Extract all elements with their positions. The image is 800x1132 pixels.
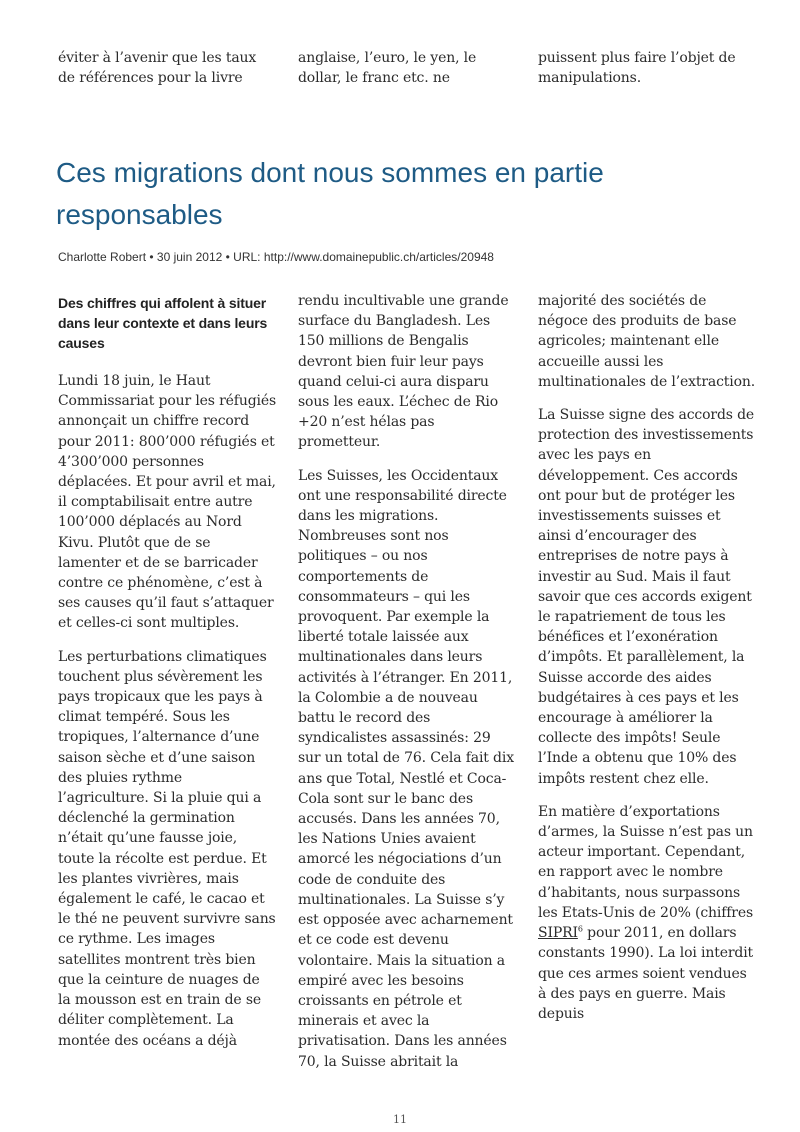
paragraph: rendu incultivable une grande surface du Bangladesh. Les 150 millions de Bengalis devront bien fuir leur pays quand celui-ci aura disparu sous les eaux. L’échec de Rio +20 n’est hélas pas prometteur.	[298, 293, 509, 451]
prev-article-fragment-col2	[298, 48, 516, 101]
article-subheading: Des chiffres qui affolent à situer dans leur contexte et dans leurs causes	[58, 295, 268, 351]
fragment-paragraph: anglaise, l’euro, le yen, le dollar, le franc etc. ne	[298, 50, 477, 87]
paragraph: Les Suisses, les Occidentaux ont une responsabilité directe dans les migrations. Nombreuses sont nos politiques – ou nos comportements de consommateurs – qui les provoquent. Par exemple la liberté totale laissée aux multinationales dans leurs activités à l’étranger. En 2011, la Colombie a de nouveau battu le record des syndicalistes assassinés: 29 sur un total de 76. Cela fait dix ans que Total, Nestlé et Coca-Cola sont sur le banc des accusés. Dans les années 70, les Nations Unies avaient amorcé les négociations d’un code de conduite des multinationales. La Suisse s’y est opposée avec acharnement et ce code est devenu volontaire. Mais la situation a empiré avec les besoins croissants en pétrole et minerais et avec la privatisation. Dans les années 70, la Suisse abritait la	[298, 467, 514, 1070]
fragment-paragraph: éviter à l’avenir que les taux de références pour la livre	[58, 50, 257, 87]
article-title: Ces migrations dont nous sommes en partie responsables	[56, 157, 604, 230]
article-column-2	[298, 291, 516, 1085]
article-column-1	[58, 291, 276, 1064]
paragraph: La Suisse signe des accords de protection des investissements avec les pays en développement. Ces accords ont pour but de protéger les investissements suisses et ainsi d’encourager des entreprises de notre pays à investir au Sud. Mais il faut savoir que ces accords exigent le rapatriement de tous les bénéfices et l’exonération d’impôts. Et parallèlement, la Suisse accorde des aides budgétaires à ces pays et les encourage à améliorer la collecte des impôts! Seule l’Inde a obtenu que 10% des impôts restent chez elle.	[538, 407, 755, 787]
paragraph-with-link	[538, 802, 756, 1024]
page-number: 11	[393, 1113, 407, 1126]
sipri-link[interactable]: SIPRI	[538, 925, 578, 942]
paragraph: majorité des sociétés de négoce des produits de base agricoles; maintenant elle accueille aussi les multinationales de l’extraction.	[538, 293, 756, 390]
prev-article-fragment-col1	[58, 48, 276, 101]
text-run: pour 2011, en dollars constants 1990). La loi interdit que ces armes soient vendues à des pays en guerre. Mais depuis	[538, 925, 754, 1022]
footnote-marker: 6	[577, 924, 583, 934]
article-column-3	[538, 291, 756, 1037]
paragraph: Lundi 18 juin, le Haut Commissariat pour les réfugiés annonçait un chiffre record pour 2011: 800’000 réfugiés et 4’300’000 personnes déplacées. Et pour avril et mai, il comptabilisait entre autre 100’000 déplacés au Nord Kivu. Plutôt que de se lamenter et de se barricader contre ce phénomène, c’est à ses causes qu’il faut s’attaquer et celles-ci sont multiples.	[58, 373, 277, 632]
article-byline: Charlotte Robert • 30 juin 2012 • URL: http://www.domainepublic.ch/articles/20948	[58, 250, 494, 264]
fragment-paragraph: puissent plus faire l’objet de manipulations.	[538, 50, 736, 87]
text-run: En matière d’exportations d’armes, la Suisse n’est pas un acteur important. Cependant, en rapport avec le nombre d’habitants, nous surpassons les Etats-Unis de 20% (chiffres	[538, 803, 753, 921]
paragraph: Les perturbations climatiques touchent plus sévèrement les pays tropicaux que les pays à climat tempéré. Sous les tropiques, l’alternance d’une saison sèche et d’une saison des pluies rythme l’agriculture. Si la pluie qui a déclenché la germination n’était qu’une fausse joie, toute la récolte est perdue. Et les plantes vivrières, mais également le café, le cacao et le thé ne peuvent survivre sans ce rythme. Les images satellites montrent très bien que la ceinture de nuages de la mousson est en train de se déliter complètement. La montée des océans a déjà	[58, 648, 276, 1049]
prev-article-fragment-col3	[538, 48, 756, 101]
